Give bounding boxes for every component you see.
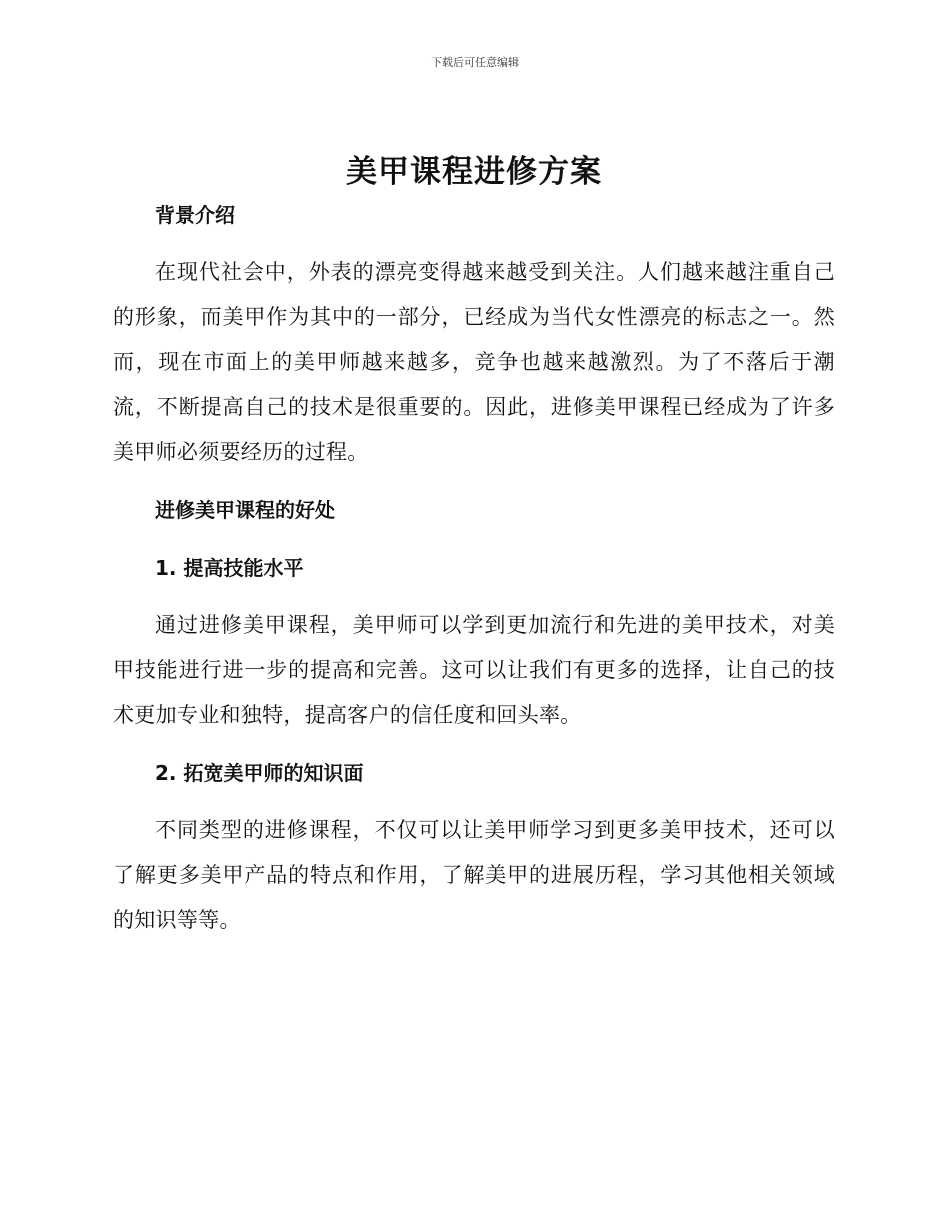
benefits-heading: 进修美甲课程的好处 bbox=[155, 498, 335, 522]
background-paragraph: 在现代社会中，外表的漂亮变得越来越受到关注。人们越来越注重自己的形象，而美甲作为其中的一部分，已经成为当代女性漂亮的标志之一。然而，现在市面上的美甲师越来越多，竞争也越来越激烈。为了不落后于潮流，不断提高自己的技术是很重要的。因此，进修美甲课程已经成为了许多美甲师必须要经历的过程。 bbox=[113, 260, 835, 464]
point2-heading: 2. 拓宽美甲师的知识面 bbox=[155, 761, 364, 785]
point1-heading: 1. 提高技能水平 bbox=[155, 556, 304, 580]
point1-paragraph: 通过进修美甲课程，美甲师可以学到更加流行和先进的美甲技术，对美甲技能进行进一步的提高和完善。这可以让我们有更多的选择，让自己的技术更加专业和独特，提高客户的信任度和回头率。 bbox=[113, 613, 835, 727]
document-body bbox=[113, 150, 835, 943]
document-title: 美甲课程进修方案 bbox=[346, 154, 602, 190]
background-heading: 背景介绍 bbox=[155, 203, 235, 227]
page-header-note: 下载后可任意编辑 bbox=[431, 56, 519, 69]
point2-paragraph: 不同类型的进修课程，不仅可以让美甲师学习到更多美甲技术，还可以了解更多美甲产品的特点和作用，了解美甲的进展历程，学习其他相关领域的知识等等。 bbox=[113, 818, 835, 932]
